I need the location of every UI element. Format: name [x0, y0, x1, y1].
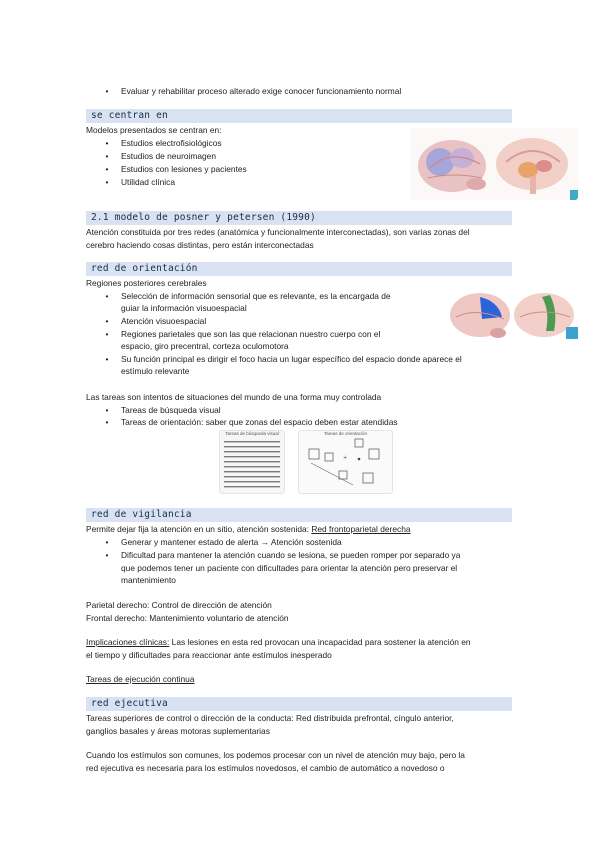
orientation-task-image: [298, 430, 393, 494]
sec5-line: ganglios basales y áreas motoras suplementarias: [86, 726, 270, 736]
task-item: Tareas de orientación: saber que zonas del espacio deben estar atendidas: [121, 417, 398, 427]
task-item: Tareas de búsqueda visual: [121, 405, 221, 415]
tareas-ejecucion-link: Tareas de ejecución continua: [86, 674, 195, 684]
sec3-bullet-line: Regiones parietales que son las que relacionan nuestro cuerpo con el: [121, 329, 381, 339]
sec1-intro: Modelos presentados se centran en:: [86, 125, 222, 135]
visual-search-task-image: [219, 430, 285, 494]
implicaciones-line-2: el tiempo y dificultades para reaccionar ante estímulos inesperado: [86, 650, 332, 660]
svg-text:+: +: [343, 455, 348, 461]
bullet-dot: •: [105, 417, 109, 427]
sec3-bullet-line: estímulo relevante: [121, 366, 190, 376]
section-heading-se-centran: se centran en: [86, 109, 512, 123]
bullet-dot: •: [105, 316, 109, 326]
sec3-intro: Regiones posteriores cerebrales: [86, 278, 207, 288]
bullet-dot: •: [105, 164, 109, 174]
sec4-bullet-line: Dificultad para mantener la atención cuando se lesiona, se pueden romper por separado ya: [121, 550, 461, 560]
bullet-dot: •: [105, 537, 109, 547]
brain-diagram-image: [410, 128, 578, 200]
sec4-intro: [86, 523, 512, 536]
sec1-item: Estudios con lesiones y pacientes: [121, 164, 247, 174]
sec5-paragraph-line: red ejecutiva es necesaria para los estímulos novedosos, el cambio de automático a novedoso o: [86, 763, 445, 773]
implicaciones-label: Implicaciones clínicas:: [86, 637, 170, 647]
sec1-item: Estudios de neuroimagen: [121, 151, 216, 161]
sec3-bullet-line: guiar la información visuoespacial: [121, 303, 247, 313]
orientation-task-title: Tareas de orientación: [323, 431, 368, 436]
sec4-bullet-line: Generar y mantener estado de alerta → Atención sostenida: [121, 537, 342, 547]
sec1-item: Estudios electrofisiológicos: [121, 138, 222, 148]
sec3-bullet-line: espacio, giro precentral, corteza oculomotora: [121, 341, 289, 351]
visual-search-title: Tareas de búsqueda visual: [225, 431, 279, 436]
sec5-paragraph-line: Cuando los estímulos son comunes, los podemos procesar con un nivel de atención muy bajo, pero la: [86, 750, 465, 760]
section-heading-red-orientacion: red de orientación: [86, 262, 512, 276]
sec1-item: Utilidad clínica: [121, 177, 175, 187]
bullet-dot: •: [105, 151, 109, 161]
implicaciones-line: [86, 636, 516, 649]
bullet-dot: •: [105, 138, 109, 148]
implicaciones-text: Las lesiones en esta red provocan una incapacidad para sostener la atención en: [169, 637, 471, 647]
red-frontoparietal-link: Red frontoparietal derecha: [311, 524, 411, 534]
sec2-line: Atención constituida por tres redes (anatómica y funcionalmente interconectadas), son varias zonas del: [86, 227, 470, 237]
bullet-dot: •: [105, 550, 109, 560]
section-heading-red-ejecutiva: red ejecutiva: [86, 697, 512, 711]
sec3-bullet-line: Su función principal es dirigir el foco hacia un lugar específico del espacio donde aparece el: [121, 354, 462, 364]
bullet-dot: •: [105, 86, 109, 96]
parietal-line: Parietal derecho: Control de dirección de atención: [86, 600, 272, 610]
bullet-dot: •: [105, 177, 109, 187]
tasks-intro: Las tareas son intentos de situaciones del mundo de una forma muy controlada: [86, 392, 382, 402]
bullet-dot: •: [105, 405, 109, 415]
sec4-bullet-line: mantenimiento: [121, 575, 176, 585]
brain-orientation-image: [446, 287, 578, 343]
bullet-dot: •: [105, 354, 109, 364]
sec5-line: Tareas superiores de control o dirección de la conducta: Red distribuida prefrontal, cíngulo anterior,: [86, 713, 454, 723]
sec3-bullet-line: Atención visuoespacial: [121, 316, 207, 326]
section-heading-posner-petersen: 2.1 modelo de posner y petersen (1990): [86, 211, 512, 225]
bullet-dot: •: [105, 329, 109, 339]
section-heading-red-vigilancia: red de vigilancia: [86, 508, 512, 522]
top-bullet-text: Evaluar y rehabilitar proceso alterado exige conocer funcionamiento normal: [121, 86, 402, 96]
frontal-line: Frontal derecho: Mantenimiento voluntario de atención: [86, 613, 289, 623]
sec4-bullet-line: que podemos tener un paciente con dificultades para orientar la atención pero preservar el: [121, 563, 458, 573]
sec3-bullet-line: Selección de información sensorial que es relevante, es la encargada de: [121, 291, 391, 301]
bullet-dot: •: [105, 291, 109, 301]
sec4-intro-text: Permite dejar fija la atención en un sitio, atención sostenida:: [86, 524, 310, 534]
sec2-line: cerebro haciendo cosas distintas, pero están interconectadas: [86, 240, 314, 250]
